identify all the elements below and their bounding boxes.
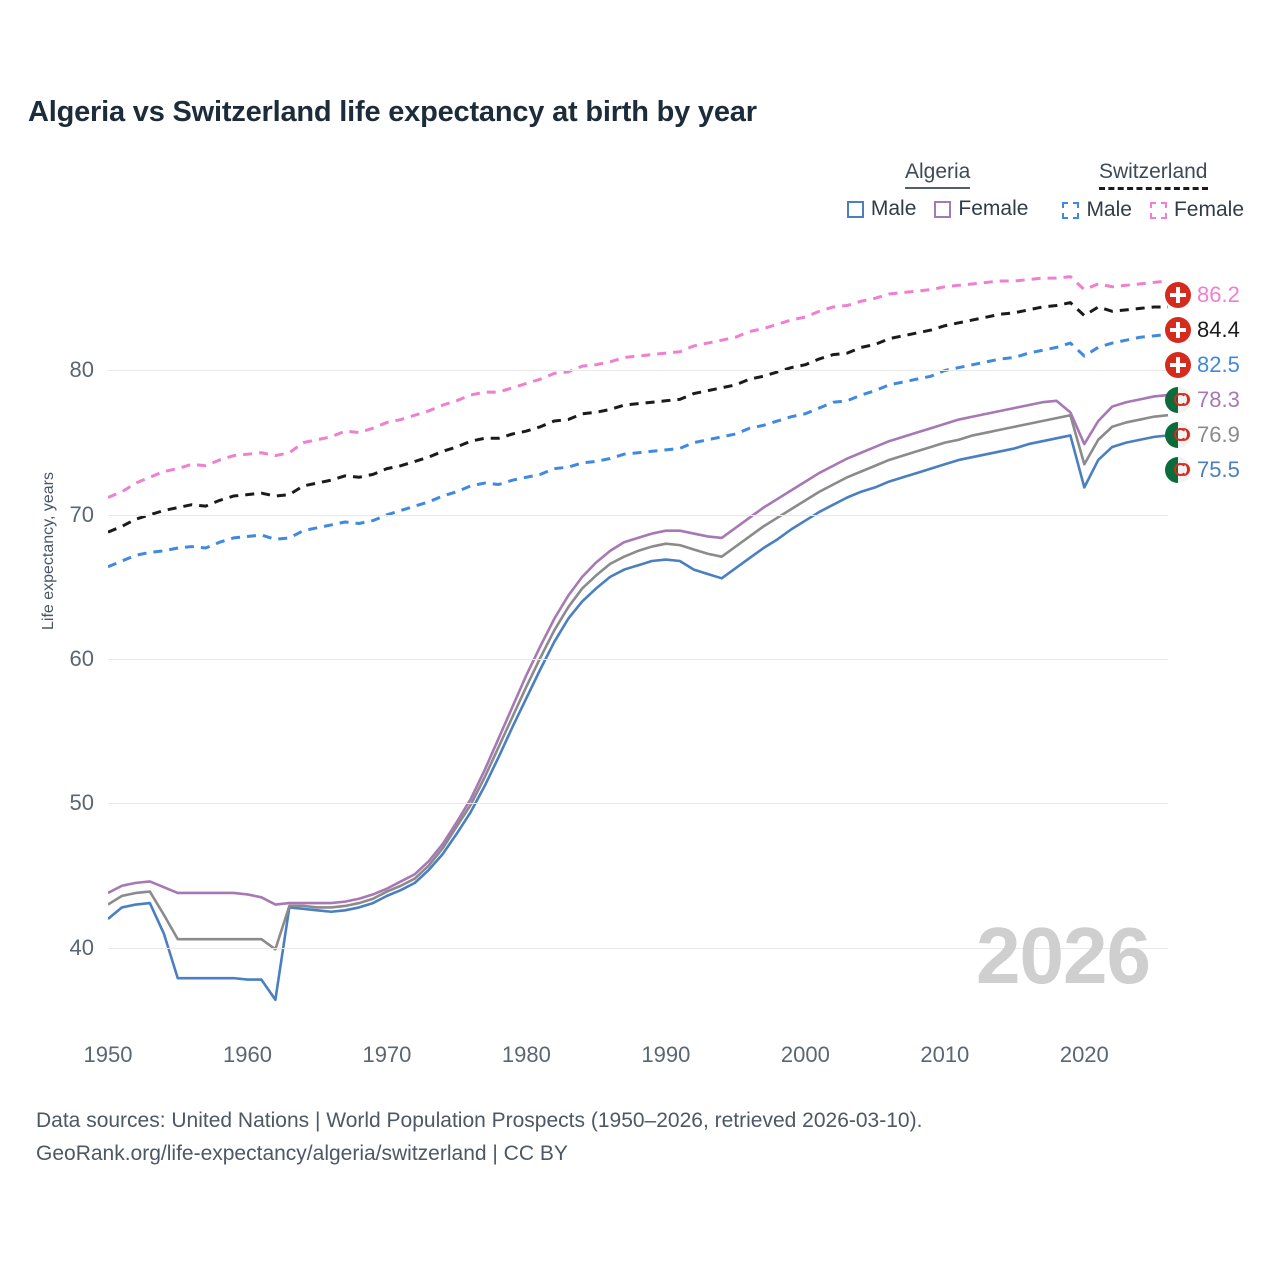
x-axis-tick: 2010: [920, 1042, 970, 1067]
series-line: [108, 303, 1168, 533]
y-axis-tick: 70: [69, 501, 94, 527]
end-value-label: [1165, 387, 1240, 413]
footer: [36, 1105, 922, 1170]
switzerland-flag-icon: [1165, 282, 1191, 308]
algeria-flag-icon: [1165, 457, 1191, 483]
end-value-label: [1165, 422, 1240, 448]
legend-swatch-icon: [934, 201, 951, 218]
legend-item-switzerland-female[interactable]: [1150, 198, 1244, 222]
legend-swatch-icon: [1150, 202, 1167, 219]
series-line: [108, 277, 1168, 498]
switzerland-flag-icon: [1165, 352, 1191, 378]
end-value-text: 84.4: [1197, 317, 1240, 342]
legend-group-algeria: [847, 160, 1029, 221]
legend-label: Female: [1173, 198, 1244, 221]
gridline: [108, 515, 1168, 516]
x-axis-tick: 1950: [83, 1042, 133, 1067]
legend-item-algeria-female[interactable]: [934, 197, 1028, 221]
end-value-text: 76.9: [1197, 422, 1240, 447]
legend-item-algeria-male[interactable]: [847, 197, 917, 221]
legend-item-switzerland-male[interactable]: [1062, 198, 1132, 222]
x-axis-tick: 1960: [222, 1042, 272, 1067]
y-axis-tick: 40: [69, 934, 94, 960]
end-value-label: [1165, 282, 1240, 308]
x-axis-tick: 1980: [501, 1042, 551, 1067]
legend-swatch-icon: [1062, 202, 1079, 219]
y-axis-label: Life expectancy, years: [40, 471, 57, 630]
gridline: [108, 370, 1168, 371]
algeria-flag-icon: [1165, 422, 1191, 448]
algeria-flag-icon: [1165, 387, 1191, 413]
y-axis-tick: 50: [69, 790, 94, 816]
series-line: [108, 395, 1168, 905]
page-title: Algeria vs Switzerland life expectancy at birth by year: [28, 96, 757, 128]
legend-swatch-icon: [847, 201, 864, 218]
x-axis-tick: 1990: [641, 1042, 691, 1067]
current-year-watermark: 2026: [976, 911, 1150, 1000]
gridline: [108, 659, 1168, 660]
footer-line-1: Data sources: United Nations | World Population Prospects (1950–2026, retrieved 2026-03-10).: [36, 1109, 923, 1132]
end-value-text: 78.3: [1197, 387, 1240, 412]
gridline: [108, 803, 1168, 804]
x-axis-tick: 2000: [780, 1042, 830, 1067]
y-axis-tick: 60: [69, 646, 94, 672]
end-value-label: [1165, 352, 1240, 378]
legend-label: Female: [958, 197, 1029, 220]
legend-group-switzerland: [1062, 160, 1244, 222]
footer-line-2: GeoRank.org/life-expectancy/algeria/switzerland | CC BY: [36, 1141, 568, 1165]
x-axis-tick: 1970: [362, 1042, 412, 1067]
legend-label: Male: [870, 197, 917, 220]
y-axis-tick: 80: [69, 357, 94, 383]
end-value-text: 86.2: [1197, 282, 1240, 307]
legend-country-switzerland: Switzerland: [1099, 160, 1208, 190]
legend-label: Male: [1086, 198, 1132, 221]
end-value-text: 75.5: [1197, 457, 1240, 482]
end-value-label: [1165, 317, 1240, 343]
plot-area: [69, 255, 1168, 1067]
x-axis-tick: 2020: [1059, 1042, 1109, 1067]
legend-country-algeria: Algeria: [905, 160, 970, 189]
chart-legend: [847, 160, 1244, 222]
end-value-label: [1165, 457, 1240, 483]
end-value-text: 82.5: [1197, 352, 1240, 377]
switzerland-flag-icon: [1165, 317, 1191, 343]
